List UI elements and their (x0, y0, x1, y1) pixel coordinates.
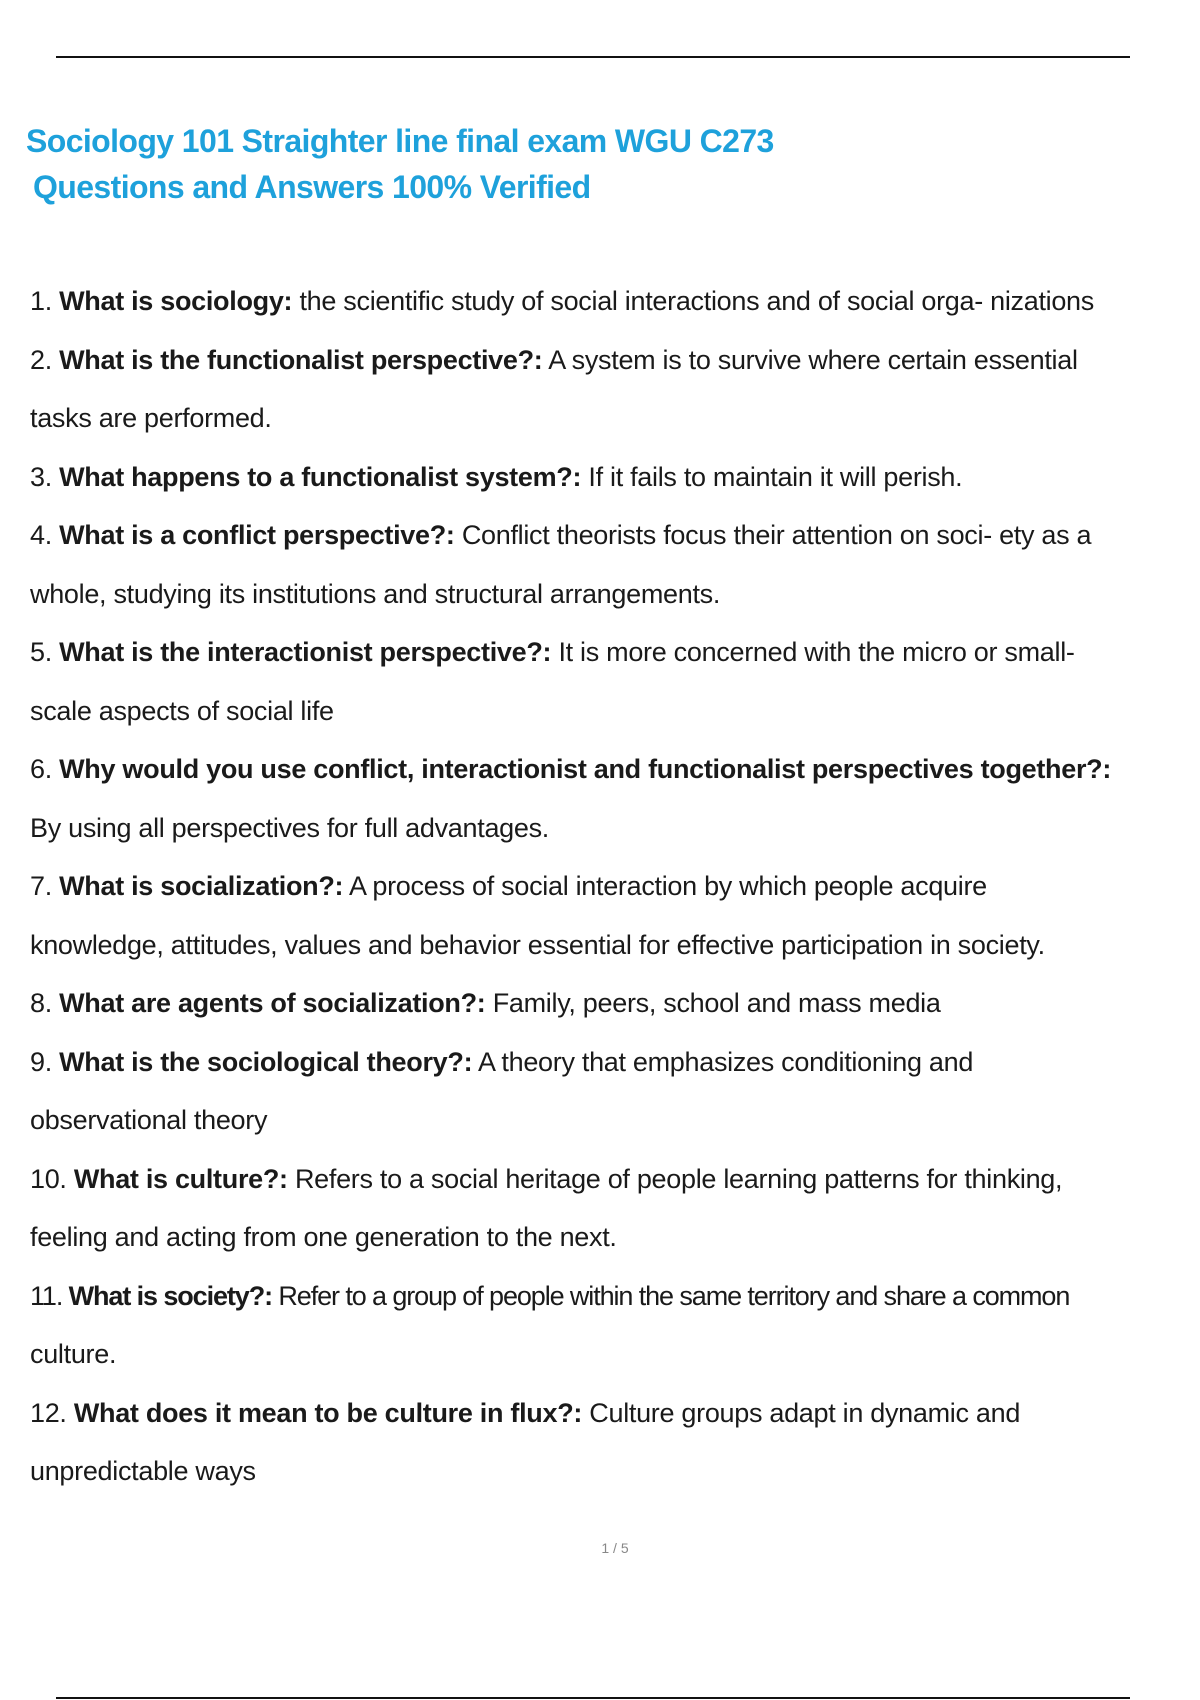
qa-item (30, 272, 1190, 331)
qa-line (30, 857, 1190, 916)
item-number: 4. (30, 520, 52, 550)
answer: Refer to a group of people within the same territory and share a common (278, 1280, 1070, 1311)
answer-continued: culture. (30, 1339, 117, 1369)
item-number: 9. (30, 1046, 52, 1077)
qa-item (30, 623, 1190, 740)
title-line-1: Sociology 101 Straighter line final exam WGU C273 (26, 123, 774, 159)
qa-line (30, 506, 1190, 565)
answer-continued: scale aspects of social life (30, 695, 334, 726)
qa-item (30, 331, 1190, 448)
qa-line (30, 448, 1190, 507)
question: What does it mean to be culture in flux?: (73, 1397, 583, 1428)
qa-line (30, 623, 1190, 682)
item-number: 7. (30, 871, 52, 901)
answer-continued: By using all perspectives for full advantages. (30, 812, 549, 843)
qa-list (30, 272, 1190, 1501)
top-rule (56, 56, 1130, 58)
item-number: 2. (30, 344, 52, 375)
item-number: 12. (30, 1397, 67, 1428)
answer-continued: observational theory (30, 1105, 268, 1135)
answer-continued: knowledge, attitudes, values and behavior essential for effective participation in society. (30, 929, 1045, 960)
qa-line (30, 974, 1190, 1033)
answer-continued: whole, studying its institutions and structural arrangements. (30, 578, 721, 609)
item-number: 10. (30, 1163, 67, 1194)
item-number: 3. (30, 461, 52, 492)
question: What is the functionalist perspective?: (59, 344, 543, 375)
answer: Family, peers, school and mass media (492, 988, 941, 1018)
question: What is culture?: (73, 1163, 288, 1194)
answer: A process of social interaction by which people acquire (348, 871, 987, 901)
qa-line (30, 272, 1190, 331)
qa-line (30, 1033, 1190, 1092)
qa-line (30, 740, 1190, 799)
item-number: 1. (30, 286, 52, 316)
question: What is socialization?: (59, 871, 344, 901)
answer: Refers to a social heritage of people learning patterns for thinking, (294, 1163, 1063, 1194)
question: What is the sociological theory?: (59, 1046, 473, 1077)
answer: Conflict theorists focus their attention on soci- ety as a (461, 520, 1092, 550)
question: What is the interactionist perspective?: (59, 637, 552, 667)
qa-item (30, 1384, 1190, 1501)
bottom-rule (56, 1697, 1130, 1699)
qa-line (30, 1384, 1190, 1443)
answer-continued: feeling and acting from one generation to the next. (30, 1222, 617, 1252)
question: What is sociology: (59, 286, 293, 316)
question: What is a conflict perspective?: (59, 520, 455, 550)
question: What are agents of socialization?: (59, 988, 486, 1018)
qa-line (30, 1267, 1190, 1326)
qa-item (30, 974, 1190, 1033)
qa-item (30, 1150, 1190, 1267)
qa-item (30, 857, 1190, 974)
answer: the scientific study of social interactions and of social orga- nizations (299, 286, 1094, 316)
item-number: 6. (30, 754, 52, 784)
qa-item (30, 1033, 1190, 1150)
answer-continued: tasks are performed. (30, 403, 272, 433)
document-title (26, 118, 774, 210)
answer: Culture groups adapt in dynamic and (589, 1397, 1021, 1428)
page-number: 1 / 5 (601, 1540, 629, 1556)
item-number: 5. (30, 637, 52, 667)
answer: A theory that emphasizes conditioning and (478, 1046, 974, 1077)
qa-line (30, 331, 1190, 390)
question: What is society?: (68, 1280, 272, 1311)
qa-item (30, 448, 1190, 507)
qa-line (30, 1150, 1190, 1209)
title-line-2: Questions and Answers 100% Verified (33, 169, 591, 205)
qa-item (30, 506, 1190, 623)
answer: It is more concerned with the micro or small- (558, 637, 1075, 667)
qa-item (30, 1267, 1190, 1384)
qa-item (30, 740, 1190, 857)
question: Why would you use conflict, interactionist and functionalist perspectives together?: (59, 754, 1112, 784)
answer-continued: unpredictable ways (30, 1456, 256, 1486)
item-number: 8. (30, 988, 52, 1018)
answer: A system is to survive where certain essential (548, 344, 1078, 375)
question: What happens to a functionalist system?: (59, 461, 582, 492)
item-number: 11. (30, 1280, 63, 1311)
answer: If it fails to maintain it will perish. (588, 461, 963, 492)
